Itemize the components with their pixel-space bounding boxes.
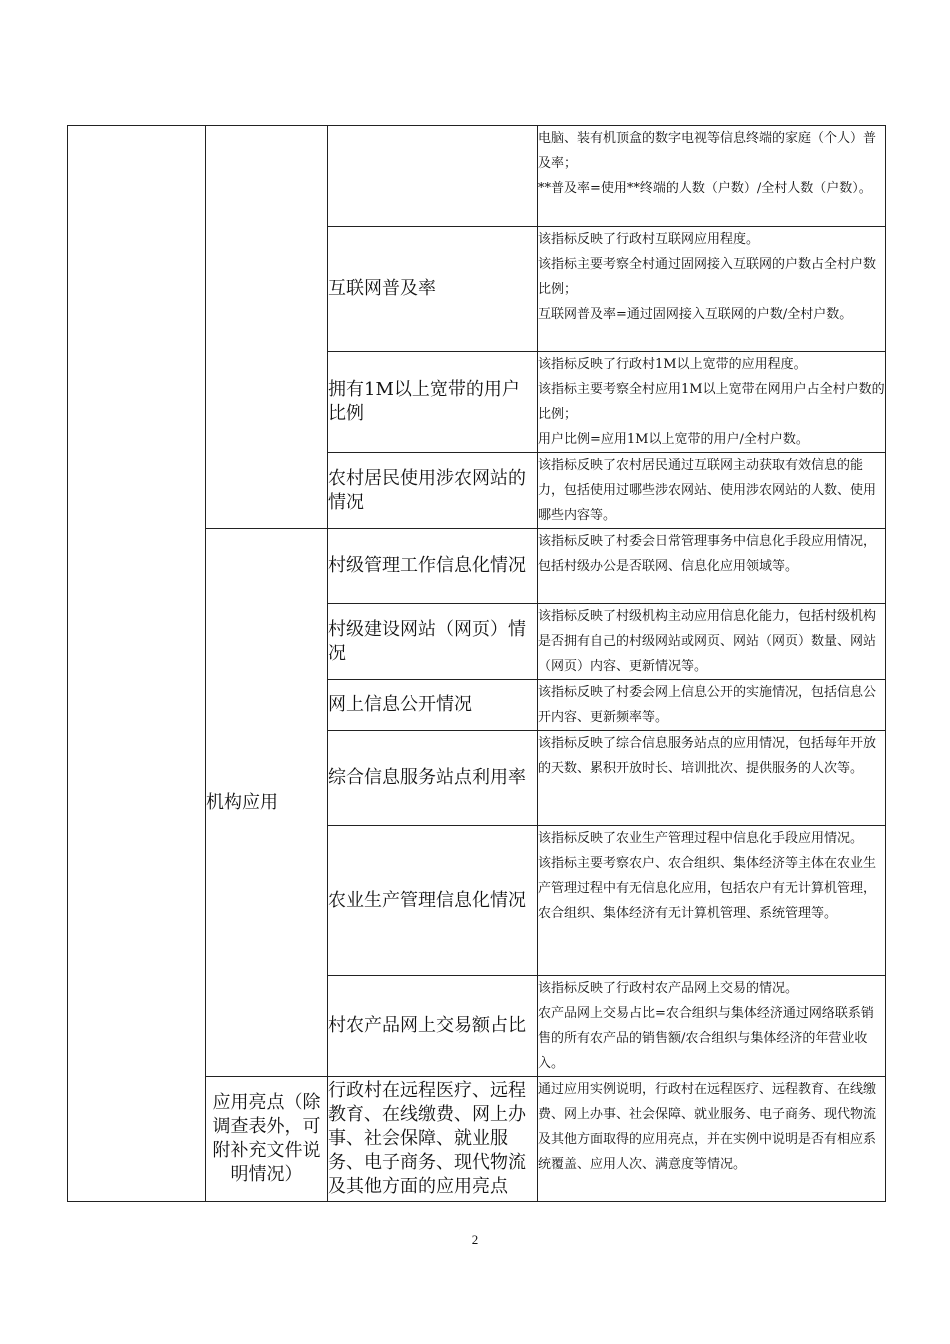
- description-line: 该指标反映了村级机构主动应用信息化能力，包括村级机构是否拥有自己的村级网站或网页、网站（网页）数量、网站（网页）内容、更新情况等。: [538, 609, 877, 674]
- description-line: 该指标主要考察全村应用1M以上宽带在网用户占全村户数的比例；: [538, 382, 885, 422]
- table-row: [68, 126, 886, 227]
- description-line: 通过应用实例说明，行政村在远程医疗、远程教育、在线缴费、网上办事、社会保障、就业服务、电子商务、现代物流及其他方面取得的应用亮点，并在实例中说明是否有相应系统覆盖、应用人次、满意度等情况。: [538, 1082, 877, 1172]
- description-cell: [538, 1077, 886, 1202]
- description-line: 农产品网上交易占比=农合组织与集体经济通过网络联系销售的所有农产品的销售额/农合组织与集体经济的年营业收入。: [538, 1006, 874, 1071]
- description-line: 该指标反映了农业生产管理过程中信息化手段应用情况。: [538, 831, 864, 846]
- description-line: **普及率=使用**终端的人数（户数）/全村人数（户数）。: [538, 181, 872, 196]
- description-line: 该指标反映了行政村农产品网上交易的情况。: [538, 981, 799, 996]
- indicator-cell: 综合信息服务站点利用率: [328, 731, 538, 826]
- description-cell: [538, 352, 886, 453]
- indicator-cell: 农业生产管理信息化情况: [328, 826, 538, 976]
- description-line: 该指标反映了综合信息服务站点的应用情况，包括每年开放的天数、累积开放时长、培训批次、提供服务的人次等。: [538, 736, 877, 776]
- level2-cell: [206, 126, 328, 529]
- description-line: 该指标主要考察全村通过固网接入互联网的户数占全村户数比例；: [538, 257, 877, 297]
- description-cell: [538, 227, 886, 352]
- description-line: 用户比例=应用1M以上宽带的用户/全村户数。: [538, 432, 809, 447]
- description-cell: [538, 976, 886, 1077]
- description-line: 该指标反映了行政村1M以上宽带的应用程度。: [538, 357, 807, 372]
- indicator-cell: 村农产品网上交易额占比: [328, 976, 538, 1077]
- indicator-cell: [328, 126, 538, 227]
- description-line: 该指标反映了农村居民通过互联网主动获取有效信息的能力，包括使用过哪些涉农网站、使用涉农网站的人数、使用哪些内容等。: [538, 458, 877, 523]
- description-line: 电脑、装有机顶盒的数字电视等信息终端的家庭（个人）普及率；: [538, 131, 877, 171]
- description-cell: [538, 126, 886, 227]
- indicator-table: [67, 125, 886, 1202]
- category-institution: 机构应用: [206, 529, 328, 1077]
- page-number: 2: [471, 1232, 479, 1247]
- description-line: 互联网普及率=通过固网接入互联网的户数/全村户数。: [538, 307, 853, 322]
- level1-cell: [68, 126, 206, 1202]
- description-cell: [538, 731, 886, 826]
- category-highlight: 应用亮点（除调查表外，可附补充文件说明情况）: [206, 1077, 328, 1202]
- indicator-cell: 农村居民使用涉农网站的情况: [328, 453, 538, 529]
- description-cell: [538, 680, 886, 731]
- description-line: 该指标反映了行政村互联网应用程度。: [538, 232, 760, 247]
- description-cell: [538, 826, 886, 976]
- description-line: 该指标反映了村委会网上信息公开的实施情况，包括信息公开内容、更新频率等。: [538, 685, 877, 725]
- description-line: 该指标主要考察农户、农合组织、集体经济等主体在农业生产管理过程中有无信息化应用，包括农户有无计算机管理，农合组织、集体经济有无计算机管理、系统管理等。: [538, 856, 877, 921]
- description-cell: [538, 604, 886, 680]
- description-cell: [538, 453, 886, 529]
- indicator-cell: 村级管理工作信息化情况: [328, 529, 538, 604]
- indicator-cell: 互联网普及率: [328, 227, 538, 352]
- description-cell: [538, 529, 886, 604]
- indicator-cell: 村级建设网站（网页）情况: [328, 604, 538, 680]
- indicator-cell: 行政村在远程医疗、远程教育、在线缴费、网上办事、社会保障、就业服务、电子商务、现代物流及其他方面的应用亮点: [328, 1077, 538, 1202]
- indicator-cell: 拥有1M以上宽带的用户比例: [328, 352, 538, 453]
- description-line: 该指标反映了村委会日常管理事务中信息化手段应用情况，包括村级办公是否联网、信息化应用领域等。: [538, 534, 877, 574]
- indicator-cell: 网上信息公开情况: [328, 680, 538, 731]
